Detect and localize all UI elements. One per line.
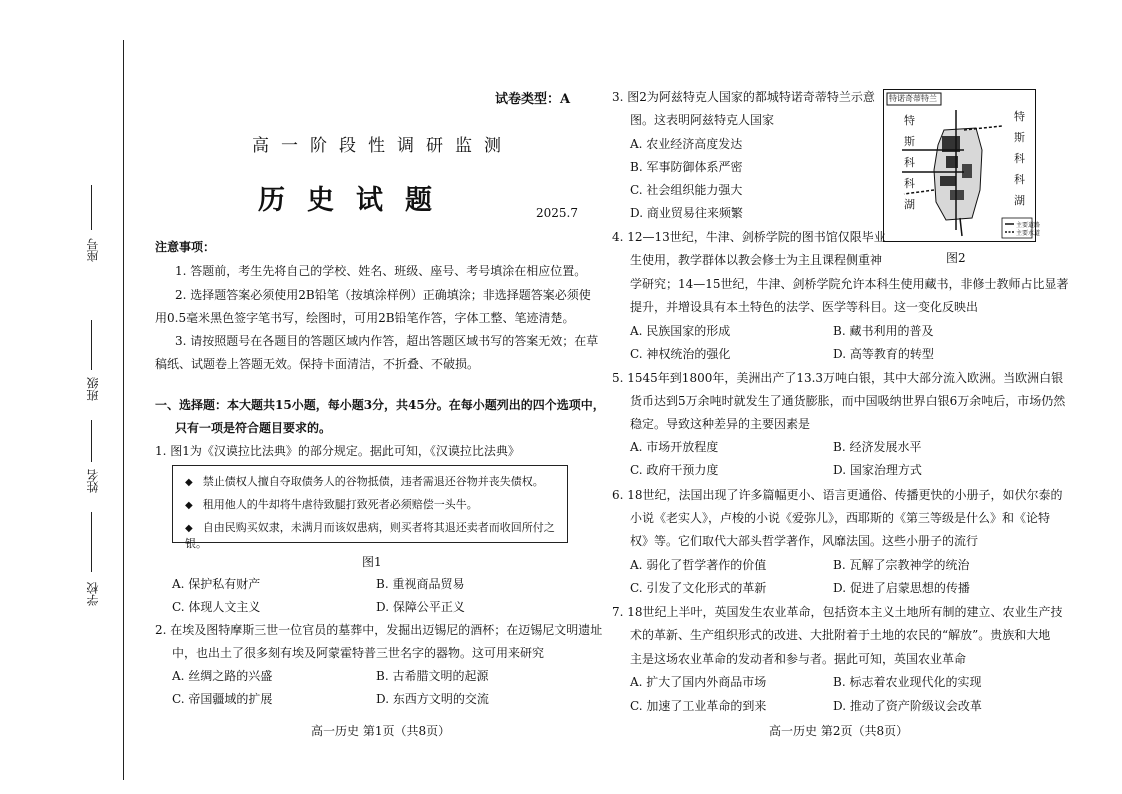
exam-date: 2025.7 <box>536 206 578 220</box>
q6-stem-cont: 权》等。它们取代大部头哲学著作，风靡法国。这些小册子的流行 <box>630 534 979 548</box>
school-blank[interactable] <box>91 512 92 572</box>
diamond-bullet-icon: ◆ <box>185 500 193 511</box>
q4-stem-cont: 学研究；14—15世纪，牛津、剑桥学院允许本科生使用藏书，非修士教师占比显著 <box>630 277 1069 291</box>
notice-line: 稿纸、试题卷上答题无效。保持卡面清洁，不折叠、不破损。 <box>155 357 480 371</box>
section-heading: 一、选择题：本大题共15小题，每小题3分，共45分。在每小题列出的四个选项中， <box>155 398 605 412</box>
notice-line: 用0.5毫米黑色签字笔书写，绘图时，可用2B铅笔作答，字体工整、笔迹清楚。 <box>155 311 575 325</box>
paper-type: 试卷类型：A <box>495 92 571 107</box>
notice-line: 1. 答题前，考生先将自己的学校、姓名、班级、座号、考号填涂在相应位置。 <box>175 264 587 278</box>
binding-margin-line <box>123 40 124 780</box>
q3-option-c[interactable]: C. 社会组织能力强大 <box>630 183 743 197</box>
q7-option-a[interactable]: A. 扩大了国内外商品市场 <box>630 675 767 689</box>
map-legend-waterways: 主要水道 <box>1016 230 1041 237</box>
code-rule: ◆ 租用他人的牛却将牛虐待致腿打致死者必须赔偿一头牛。 <box>185 498 478 511</box>
code-rule: ◆ 禁止债权人擅自夺取债务人的谷物抵债，违者需退还谷物并丧失债权。 <box>185 475 544 488</box>
q7-stem-cont: 术的革新、生产组织形式的改进、大批附着于土地的农民的“解放”。贵族和大地 <box>630 628 1051 642</box>
q7-stem: 7. 18世纪上半叶，英国发生农业革命，包括资本主义土地所有制的建立、农业生产技 <box>612 605 1063 619</box>
class-blank[interactable] <box>91 320 92 370</box>
q2-option-b[interactable]: B. 古希腊文明的起源 <box>376 669 489 683</box>
section-heading-cont: 只有一项是符合题目要求的。 <box>175 421 332 435</box>
figure-caption: 图1 <box>362 555 382 569</box>
q2-stem: 2. 在埃及图特摩斯三世一位官员的墓葬中，发掘出迈锡尼的酒杯；在迈锡尼文明遗址 <box>155 623 603 637</box>
seat-number-blank[interactable] <box>91 185 92 230</box>
notice-line: 2. 选择题答案必须使用2B铅笔（按填涂样例）正确填涂；非选择题答案必须使 <box>175 288 591 302</box>
exam-title: 高一阶段性调研监测 <box>252 136 513 156</box>
notice-line: 3. 请按照题号在各题目的答题区域内作答，超出答题区域书写的答案无效；在草 <box>175 334 599 348</box>
q2-option-d[interactable]: D. 东西方文明的交流 <box>376 692 489 706</box>
q1-stem: 1. 图1为《汉谟拉比法典》的部分规定。据此可知，《汉谟拉比法典》 <box>155 444 520 458</box>
q4-option-d[interactable]: D. 高等教育的转型 <box>833 347 934 361</box>
map-lake-west: 特 斯 科 科 湖 <box>904 114 915 211</box>
class-label: 班级 <box>86 377 100 401</box>
q4-option-b[interactable]: B. 藏书利用的普及 <box>833 324 934 338</box>
subject-title: 历史试题 <box>258 185 454 216</box>
diamond-bullet-icon: ◆ <box>185 477 193 488</box>
q6-option-a[interactable]: A. 弱化了哲学著作的价值 <box>630 558 767 572</box>
q1-option-b[interactable]: B. 重视商品贸易 <box>376 577 465 591</box>
q3-stem-cont: 图。这表明阿兹特克人国家 <box>630 113 775 127</box>
diamond-bullet-icon: ◆ <box>185 523 193 534</box>
map-title: 特诺奇蒂特兰 <box>889 94 937 103</box>
q5-option-a[interactable]: A. 市场开放程度 <box>630 440 719 454</box>
q6-stem: 6. 18世纪，法国出现了许多篇幅更小、语言更通俗、传播更快的小册子，如伏尔泰的 <box>612 488 1063 502</box>
q1-option-a[interactable]: A. 保护私有财产 <box>172 577 261 591</box>
q2-option-c[interactable]: C. 帝国疆域的扩展 <box>172 692 273 706</box>
q4-stem: 4. 12—13世纪，牛津、剑桥学院的图书馆仅限毕业 <box>612 230 886 244</box>
q6-option-b[interactable]: B. 瓦解了宗教神学的统治 <box>833 558 970 572</box>
q4-stem-cont: 生使用，教学群体以教会修士为主且课程侧重神 <box>630 253 883 267</box>
q4-stem-cont: 提升，并增设具有本土特色的法学、医学等科目。这一变化反映出 <box>630 300 979 314</box>
name-blank[interactable] <box>91 420 92 462</box>
q5-stem-cont: 货币达到5万余吨时就发生了通货膨胀，而中国吸纳世界白银6万余吨后，市场仍然 <box>630 394 1066 408</box>
q4-option-c[interactable]: C. 神权统治的强化 <box>630 347 731 361</box>
figure-caption: 图2 <box>946 251 966 265</box>
q7-option-d[interactable]: D. 推动了资产阶级议会改革 <box>833 699 982 713</box>
q4-option-a[interactable]: A. 民族国家的形成 <box>630 324 731 338</box>
q6-stem-cont: 小说《老实人》，卢梭的小说《爱弥儿》，西耶斯的《第三等级是什么》和《论特 <box>630 511 1051 525</box>
q7-stem-cont: 主是这场农业革命的发动者和参与者。据此可知，英国农业革命 <box>630 652 967 666</box>
q7-option-b[interactable]: B. 标志着农业现代化的实现 <box>833 675 982 689</box>
name-label: 姓名 <box>86 469 100 493</box>
q6-option-c[interactable]: C. 引发了文化形式的革新 <box>630 581 767 595</box>
q2-stem-cont: 中，也出土了很多刻有埃及阿蒙霍特普三世名字的器物。这可用来研究 <box>172 646 545 660</box>
q5-option-b[interactable]: B. 经济发展水平 <box>833 440 922 454</box>
tenochtitlan-map <box>883 89 1041 242</box>
q5-stem-cont: 稳定。导致这种差异的主要因素是 <box>630 417 811 431</box>
q7-option-c[interactable]: C. 加速了工业革命的到来 <box>630 699 767 713</box>
q3-stem: 3. 图2为阿兹特克人国家的都城特诺奇蒂特兰示意 <box>612 90 875 104</box>
q3-option-a[interactable]: A. 农业经济高度发达 <box>630 137 743 151</box>
notice-heading: 注意事项： <box>155 240 216 254</box>
map-legend-roads: 主要道路 <box>1016 222 1041 229</box>
school-label: 学校 <box>86 582 100 606</box>
map-lake-east: 特 斯 科 科 湖 <box>1014 110 1025 207</box>
q6-option-d[interactable]: D. 促进了启蒙思想的传播 <box>833 581 970 595</box>
code-excerpt-box <box>172 465 568 550</box>
q5-option-c[interactable]: C. 政府干预力度 <box>630 463 719 477</box>
q5-stem: 5. 1545年到1800年，美洲出产了13.3万吨白银，其中大部分流入欧洲。当欧洲白银 <box>612 371 1064 385</box>
q3-option-b[interactable]: B. 军事防御体系严密 <box>630 160 743 174</box>
seat-number-label: 座号 <box>86 238 100 262</box>
q1-option-c[interactable]: C. 体现人文主义 <box>172 600 261 614</box>
q5-option-d[interactable]: D. 国家治理方式 <box>833 463 922 477</box>
code-rule: ◆ 自由民购买奴隶，未满月而该奴患病，则买者将其退还卖者而收回所付之银。 <box>185 521 555 550</box>
page-footer: 高一历史 第1页（共8页） <box>311 724 451 738</box>
q1-option-d[interactable]: D. 保障公平正义 <box>376 600 465 614</box>
page-footer: 高一历史 第2页（共8页） <box>769 724 909 738</box>
q2-option-a[interactable]: A. 丝绸之路的兴盛 <box>172 669 273 683</box>
q3-option-d[interactable]: D. 商业贸易往来频繁 <box>630 206 743 220</box>
